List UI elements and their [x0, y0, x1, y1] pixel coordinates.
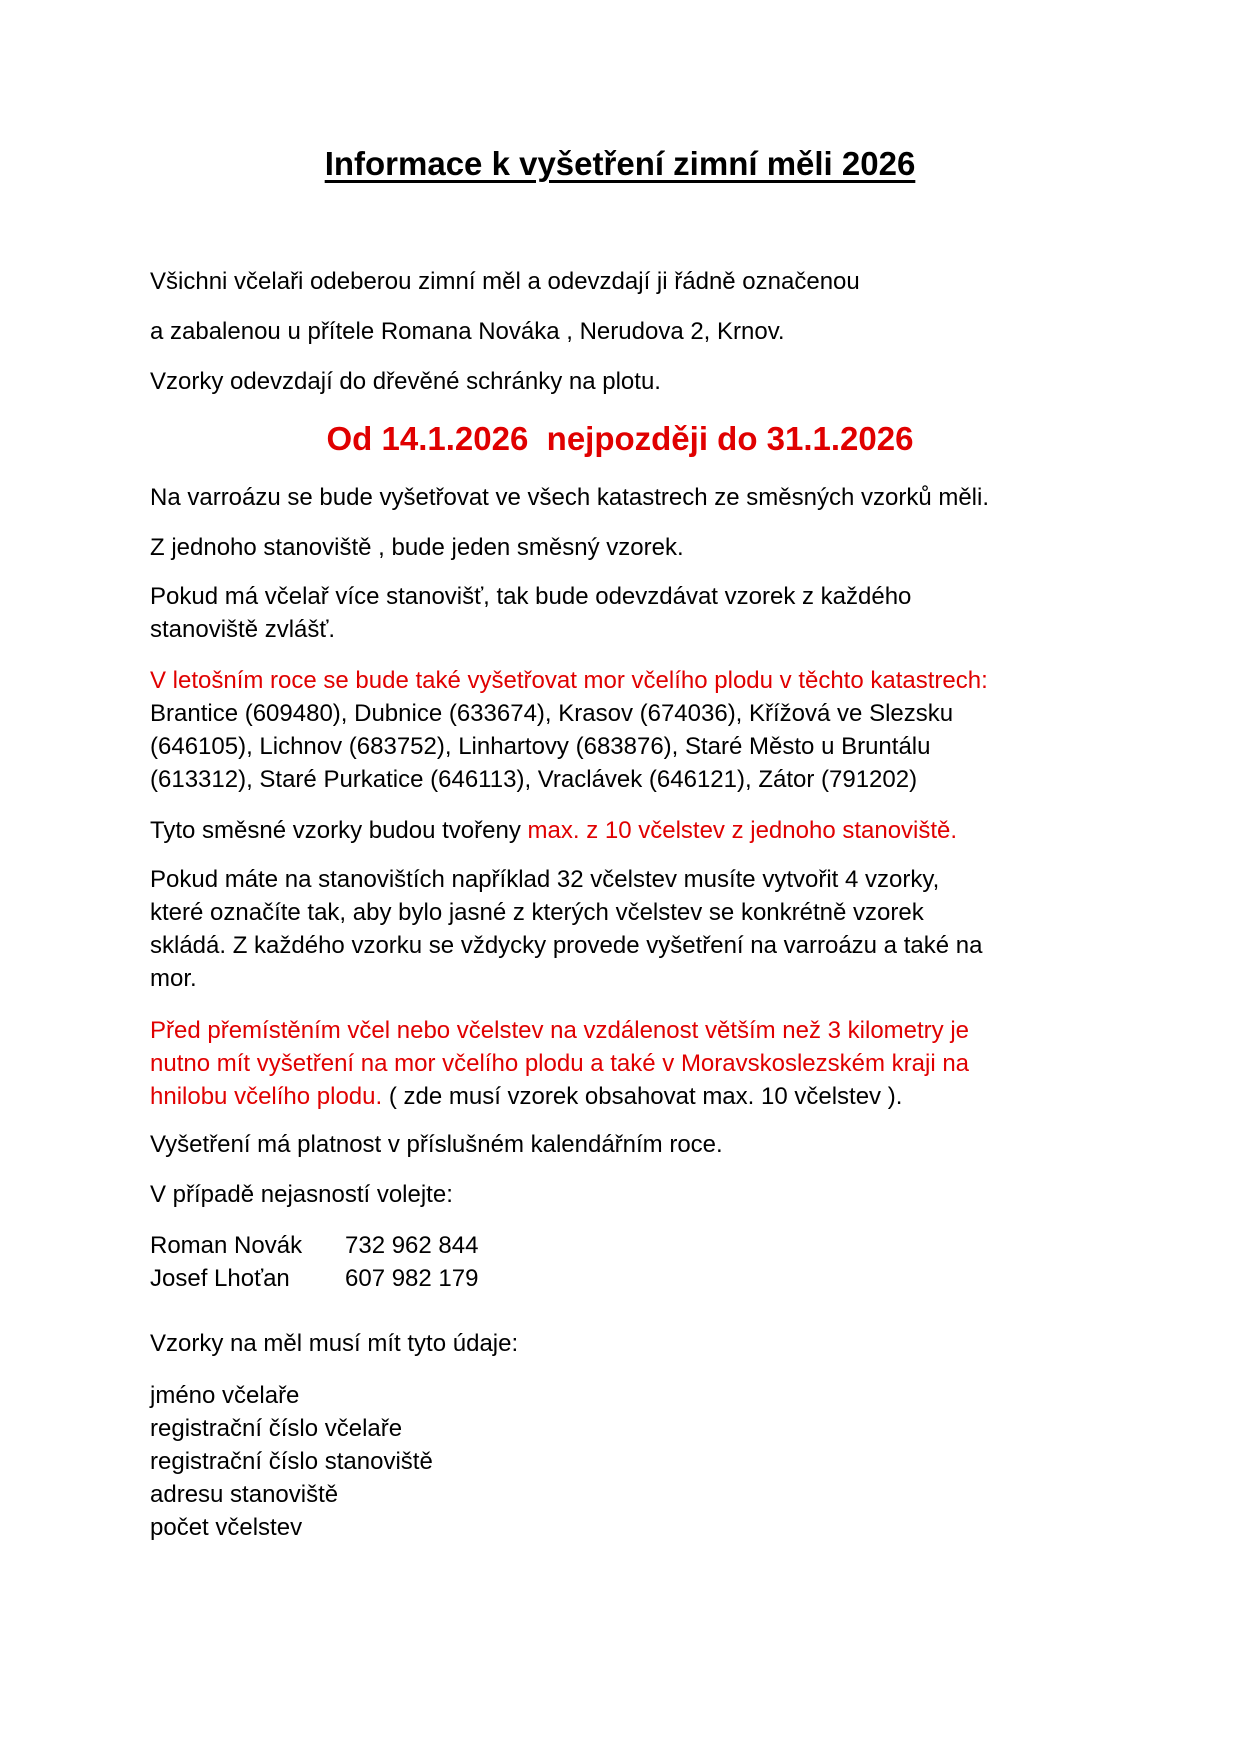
example-line-4: mor.: [150, 965, 197, 992]
one-site-paragraph: Z jednoho stanoviště , bude jeden směsný vzorek.: [150, 534, 684, 561]
contact-phone: 732 962 844: [345, 1232, 479, 1259]
intro-line-3: Vzorky odevzdají do dřevěné schránky na plotu.: [150, 368, 661, 395]
contact-row: [150, 1262, 1100, 1295]
contact-name: Roman Novák: [150, 1232, 303, 1259]
multi-site-paragraph: [150, 580, 1100, 646]
validity-paragraph: Vyšetření má platnost v příslušném kalendářním roce.: [150, 1131, 723, 1158]
contact-phone: 607 982 179: [345, 1265, 479, 1292]
requirement-item: registrační číslo včelaře: [150, 1415, 403, 1442]
relocation-line-3-note: ( zde musí vzorek obsahovat max. 10 včelstev ).: [382, 1083, 903, 1110]
example-line-1: Pokud máte na stanovištích například 32 včelstev musíte vytvořit 4 vzorky,: [150, 866, 940, 893]
requirement-item: počet včelstev: [150, 1514, 303, 1541]
document-title: [0, 145, 1240, 183]
intro-line-1: Všichni včelaři odeberou zimní měl a odevzdají ji řádně označenou: [150, 268, 860, 295]
requirement-item: registrační číslo stanoviště: [150, 1448, 433, 1475]
example-line-3: skládá. Z každého vzorku se vždycky provede vyšetření na varroázu a také na: [150, 932, 983, 959]
intro-line-2: a zabalenou u přítele Romana Nováka , Nerudova 2, Krnov.: [150, 318, 785, 345]
relocation-line-3-red: hnilobu včelího plodu.: [150, 1083, 383, 1110]
mixed-samples-limit: max. z 10 včelstev z jednoho stanoviště.: [527, 817, 958, 844]
contact-intro: V případě nejasností volejte:: [150, 1181, 453, 1208]
example-line-2: které označíte tak, aby bylo jasné z kterých včelstev se konkrétně vzorek: [150, 899, 924, 926]
relocation-paragraph: [150, 1014, 1100, 1113]
relocation-line-2: nutno mít vyšetření na mor včelího plodu a také v Moravskoslezském kraji na: [150, 1050, 970, 1077]
varroa-paragraph: Na varroázu se bude vyšetřovat ve všech katastrech ze směsných vzorků měli.: [150, 484, 990, 511]
mixed-samples-paragraph: [150, 817, 957, 845]
foulbrood-notice: V letošním roce se bude také vyšetřovat mor včelího plodu v těchto katastrech:: [150, 667, 988, 694]
example-paragraph: [150, 863, 1100, 995]
multi-site-line-1: Pokud má včelař více stanovišť, tak bude odevzdávat vzorek z každého: [150, 583, 912, 610]
cadastres-line-3: (613312), Staré Purkatice (646113), Vraclávek (646121), Zátor (791202): [150, 766, 918, 793]
title-text: Informace k vyšetření zimní měli 2026: [324, 145, 916, 182]
requirement-item: adresu stanoviště: [150, 1481, 339, 1508]
requirements-list: [150, 1379, 1100, 1544]
requirement-item: jméno včelaře: [150, 1382, 300, 1409]
cadastres-line-1: Brantice (609480), Dubnice (633674), Krasov (674036), Křížová ve Slezsku: [150, 700, 954, 727]
cadastres-line-2: (646105), Lichnov (683752), Linhartovy (683876), Staré Město u Bruntálu: [150, 733, 931, 760]
multi-site-line-2: stanoviště zvlášť.: [150, 616, 336, 643]
requirements-heading: Vzorky na měl musí mít tyto údaje:: [150, 1330, 519, 1357]
foulbrood-paragraph: [150, 664, 1100, 796]
relocation-line-1: Před přemístěním včel nebo včelstev na vzdálenost větším než 3 kilometry je: [150, 1017, 970, 1044]
contact-row: [150, 1229, 1100, 1262]
mixed-samples-text: Tyto směsné vzorky budou tvořeny: [150, 817, 528, 844]
contacts-list: [150, 1229, 1100, 1295]
deadline-banner: Od 14.1.2026 nejpozději do 31.1.2026: [326, 420, 914, 457]
contact-name: Josef Lhoťan: [150, 1265, 290, 1292]
